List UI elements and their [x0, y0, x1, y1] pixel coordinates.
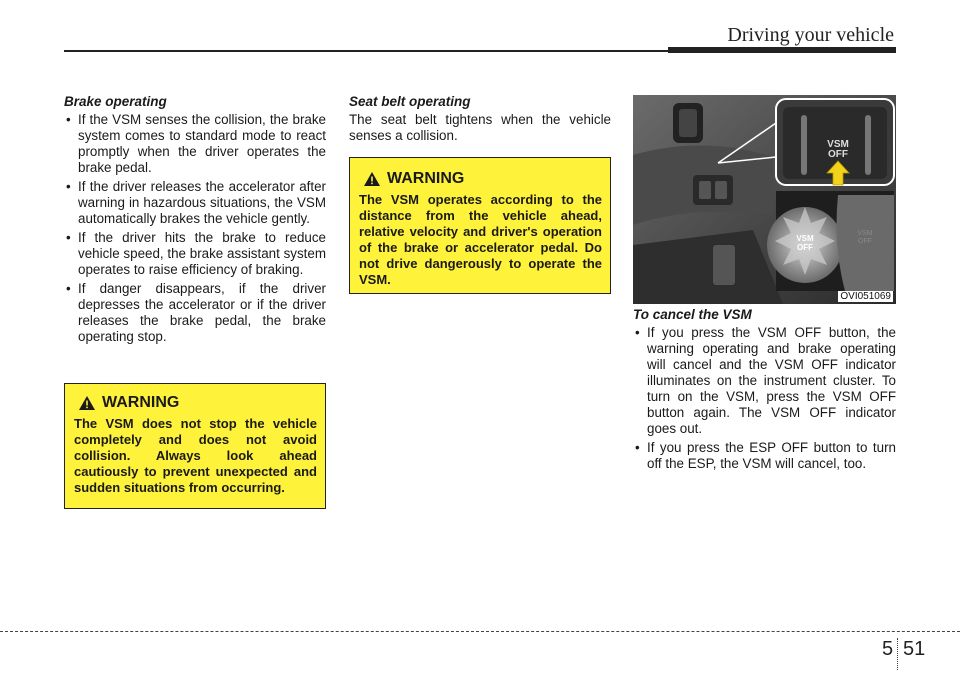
seat-belt-operating-title: Seat belt operating: [349, 94, 471, 109]
footer-dashed-rule: [0, 631, 960, 632]
warning-label: WARNING: [387, 170, 465, 187]
cancel-vsm-list: [633, 325, 896, 475]
list-item: • If danger disappears, if the driver depresses the accelerator or if the driver releases the brake pedal, the brake operating stop.: [64, 281, 326, 345]
header-rule-thick: [668, 47, 896, 53]
vsm-off-indicator-lit-line2: OFF: [797, 243, 813, 252]
vsm-off-indicator-unlit-line2: OFF: [858, 238, 872, 245]
warning-triangle-icon: [363, 171, 381, 187]
vsm-off-button-figure: [633, 95, 896, 304]
seat-belt-operating-text: The seat belt tightens when the vehicle senses a collision.: [349, 112, 611, 143]
warning-box-collision: [64, 383, 326, 509]
list-item: • If the VSM senses the collision, the brake system comes to standard mode to react promptly when the driver operates the brake pedal.: [64, 112, 326, 176]
header-rule-thin: [64, 50, 668, 52]
warning-text: The VSM does not stop the vehicle completely and does not avoid collision. Always look ahead cautiously to prevent unexpected and sudden situations from occurring.: [74, 416, 317, 495]
list-item: • If you press the VSM OFF button, the warning operating and brake operating will cancel and the VSM OFF indicator illuminates on the instrument cluster. To turn on the VSM, press the VSM OFF button again. The VSM OFF indicator goes out.: [633, 325, 896, 437]
chapter-number: 5: [882, 638, 894, 660]
vsm-off-indicator-lit-line1: VSM: [796, 234, 814, 243]
warning-box-vsm-operation: [349, 157, 611, 294]
warning-triangle-icon: [78, 395, 96, 411]
list-item: • If you press the ESP OFF button to turn off the ESP, the VSM will cancel, too.: [633, 440, 896, 472]
cancel-vsm-title: To cancel the VSM: [633, 307, 752, 322]
brake-operating-title: Brake operating: [64, 94, 167, 109]
list-item: • If the driver releases the accelerator after warning in hazardous situations, the VSM automatically brakes the vehicle gently.: [64, 179, 326, 227]
warning-label: WARNING: [102, 394, 180, 411]
header-section-title: Driving your vehicle: [727, 24, 894, 46]
vsm-off-indicator-unlit-line1: VSM: [857, 230, 873, 237]
brake-operating-list: [64, 112, 326, 348]
page-divider: [897, 638, 898, 670]
vsm-off-button-label: VSM: [827, 139, 849, 150]
warning-text: The VSM operates according to the distance from the vehicle ahead, relative velocity and driver's operation of the brake or accelerator pedal. Do not drive dangerously to operate the VSM.: [359, 192, 602, 287]
dashboard-illustration: [633, 95, 896, 304]
page-number: 51: [903, 638, 926, 660]
figure-caption: OVI051069: [840, 291, 891, 302]
vsm-off-button-label-2: OFF: [828, 149, 848, 160]
list-item: • If the driver hits the brake to reduce vehicle speed, the brake assistant system operates to raise efficiency of braking.: [64, 230, 326, 278]
